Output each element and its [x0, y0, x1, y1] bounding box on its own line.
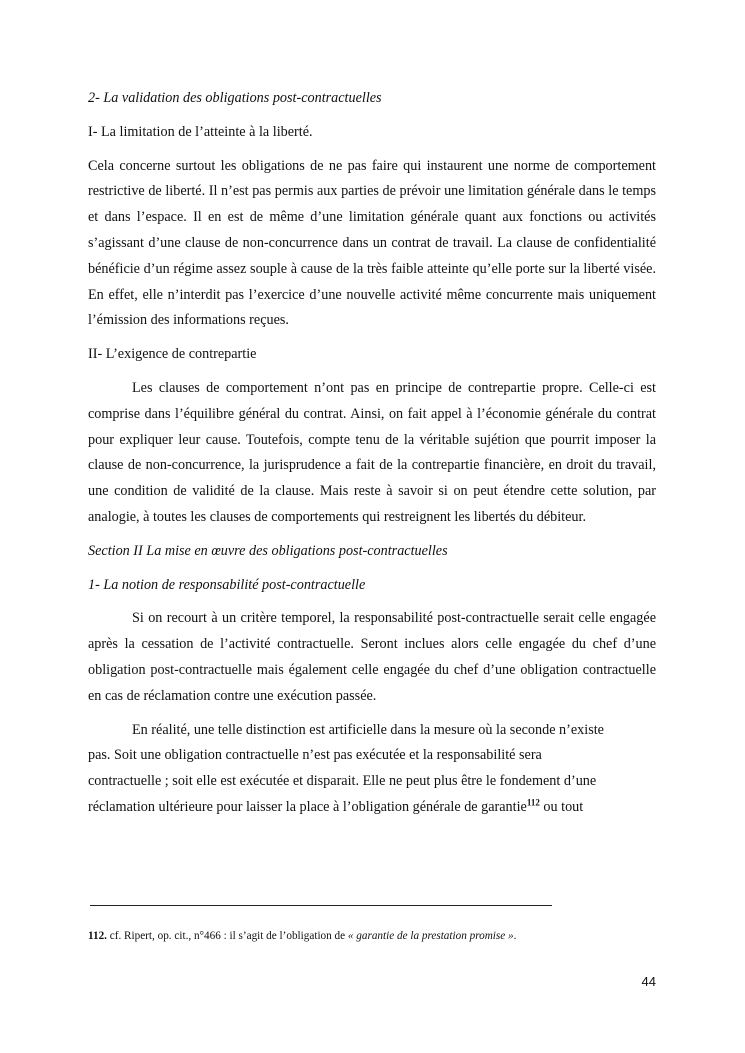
page-number: 44 — [641, 974, 656, 989]
paragraph-contrepartie: Les clauses de comportement n’ont pas en principe de contrepartie propre. Celle-ci est comprise dans l’équilibre général du contrat. Ainsi, on fait appel à l’économie générale du contrat pour expliquer leur cause. Toutefois, compte tenu de la véritable sujétion que pourrit imposer la clause de non-concurrence, la jurisprudence a fait de la contrepartie financière, en droit du travail, une condition de validité de la clause. Mais reste à savoir si on peut étendre cette solution, par analogie, à toutes les clauses de comportements qui restreignent les libertés du débiteur. — [88, 379, 656, 525]
footnote-text: cf. Ripert, op. cit., n°466 : il s’agit de l’obligation de — [106, 930, 348, 942]
footnote-number: 112. — [88, 930, 107, 942]
heading-section-2: Section II La mise en œuvre des obligations post-contractuelles — [88, 542, 448, 559]
heading-limitation: I- La limitation de l’atteinte à la liberté. — [88, 123, 313, 140]
body-text — [88, 86, 656, 821]
realite-line-3: contractuelle ; soit elle est exécutée et disparait. Elle ne peut plus être le fondement d’une — [88, 773, 597, 790]
footnote-separator — [90, 905, 552, 906]
heading-contrepartie: II- L’exigence de contrepartie — [88, 346, 257, 363]
realite-line-4-end: ou tout — [539, 798, 584, 815]
realite-line-4: réclamation ultérieure pour laisser la place à l’obligation générale de garantie — [88, 798, 527, 815]
footnote-end: . — [513, 930, 517, 942]
paragraph-limitation: Cela concerne surtout les obligations de ne pas faire qui instaurent une norme de comportement restrictive de liberté. Il n’est pas permis aux parties de prévoir une limitation générale dans le temps et dans l’espace. Il en est de même d’une limitation générale quant aux fonctions ou activités s’agissant d’une clause de non-concurrence dans un contrat de travail. La clause de confidentialité bénéficie d’un régime assez souple à cause de la très faible atteinte qu’elle porte sur la liberté visée. En effet, elle n’interdit pas l’exercice d’une nouvelle activité même concurrente mais uniquement l’émission des informations reçues. — [88, 157, 656, 329]
heading-validation: 2- La validation des obligations post-contractuelles — [88, 90, 382, 106]
paragraph-realite — [88, 718, 656, 821]
footnote-quote: « garantie de la prestation promise » — [347, 930, 514, 942]
heading-notion: 1- La notion de responsabilité post-contractuelle — [88, 576, 366, 593]
realite-line-2: pas. Soit une obligation contractuelle n’est pas exécutée et la responsabilité sera — [88, 747, 542, 764]
footnote-reference: 112 — [526, 797, 540, 808]
paragraph-notion: Si on recourt à un critère temporel, la responsabilité post-contractuelle serait celle engagée après la cessation de l’activité contractuelle. Seront inclues alors celle engagée du chef d’une obligation post-contractuelle mais également celle engagée du chef d’une obligation contractuelle en cas de réclamation contre une exécution passée. — [88, 610, 656, 704]
footnote — [88, 928, 648, 944]
realite-line-1: En réalité, une telle distinction est artificielle dans la mesure où la seconde n’existe — [132, 721, 604, 738]
